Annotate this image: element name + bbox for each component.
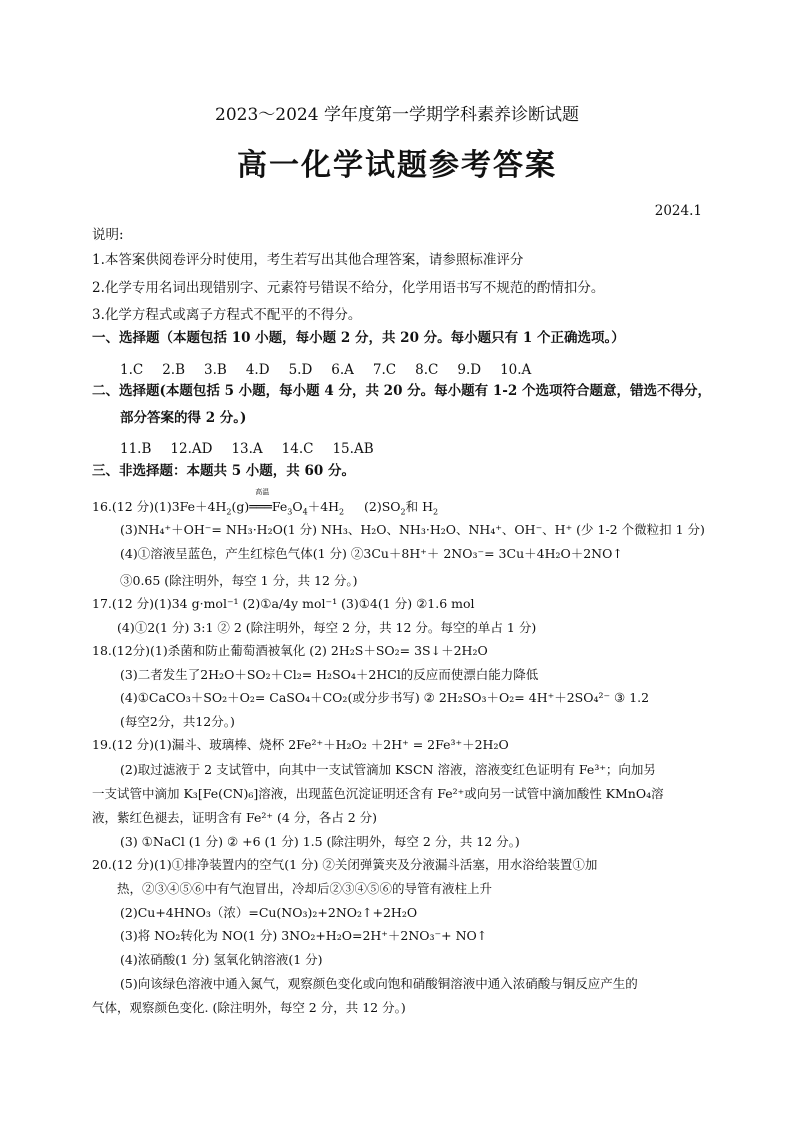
- section-1-heading: 一、选择题（本题包括 10 小题，每小题 2 分，共 20 分。每小题只有 1 个正确选项。）: [92, 330, 625, 346]
- q19-line: 19.(12 分)(1)漏斗、玻璃棒、烧杯 2Fe²⁺＋H₂O₂ ＋2H⁺ = 2Fe³⁺＋2H₂O: [92, 737, 509, 752]
- answer: 14.C: [281, 441, 314, 457]
- q19-line: (3) ①NaCl (1 分) ② +6 (1 分) 1.5 (除注明外，每空 2 分，共 12 分。): [120, 834, 520, 849]
- q20-line: 热，②③④⑤⑥中有气泡冒出，冷却后②③④⑤⑥的导管有液柱上升: [117, 881, 493, 896]
- q19-line: 一支试管中滴加 K₃[Fe(CN)₆]溶液，出现蓝色沉淀证明还含有 Fe²⁺或向另一试管中滴加酸性 KMnO₄溶: [92, 786, 664, 801]
- note-item: 2.化学专用名词出现错别字、元素符号错误不给分，化学用语书写不规范的酌情扣分。: [92, 280, 605, 296]
- answer: 8.C: [415, 362, 439, 378]
- answer: 9.D: [457, 362, 482, 378]
- q17-line: 17.(12 分)(1)34 g·mol⁻¹ (2)①a/4y mol⁻¹ (3)①4(1 分) ②1.6 mol: [92, 596, 475, 611]
- q20-line: (2)Cu+4HNO₃（浓）=Cu(NO₃)₂+2NO₂↑+2H₂O: [120, 905, 418, 920]
- q18-line: (3)二者发生了2H₂O＋SO₂＋Cl₂= H₂SO₄＋2HCl的反应而使漂白能力降低: [120, 667, 539, 682]
- answer: 6.A: [331, 362, 354, 378]
- answer: 4.D: [245, 362, 270, 378]
- q17-line: (4)①2(1 分) 3:1 ② 2 (除注明外，每空 2 分，共 12 分。每空的单占 1 分): [117, 620, 537, 635]
- q20-line: (4)浓硝酸(1 分) 氢氧化钠溶液(1 分): [120, 952, 323, 967]
- q16-line: 16.(12 分)$(1)3Fe+4H_2(g)$ 高温 $═══Fe_3O_4+4H_2$ $(2)SO_2$和 $H_2$: [92, 488, 439, 517]
- exam-title: 2023～2024 学年度第一学期学科素养诊断试题: [215, 105, 579, 125]
- answer: 2.B: [162, 362, 186, 378]
- date: 2024.1: [654, 203, 702, 219]
- note-item: 3.化学方程式或离子方程式不配平的不得分。: [92, 307, 362, 323]
- section-3-heading: 三、非选择题：本题共 5 小题，共 60 分。: [92, 463, 355, 479]
- q16-text: 和 H: [405, 499, 434, 514]
- q20-line: (5)向该绿色溶液中通入氮气，观察颜色变化或向饱和硝酸铜溶液中通入浓硝酸与铜反应产生的: [120, 976, 638, 991]
- answer: 1.C: [120, 362, 144, 378]
- answer: 3.B: [204, 362, 227, 378]
- equilibrium-arrow: 高温 ═══: [249, 488, 272, 514]
- q20-line: 20.(12 分)(1)①排净装置内的空气(1 分) ②关闭弹簧夹及分液漏斗活塞，用水浴给装置①加: [92, 857, 598, 872]
- section-2-answers: [120, 441, 393, 457]
- section-2-heading: 二、选择题(本题包括 5 小题，每小题 4 分，共 20 分。每小题有 1-2 个选项符合题意，错选不得分，: [92, 383, 711, 399]
- q16-text: ＋4H: [307, 499, 340, 514]
- page-title: 高一化学试题参考答案: [237, 148, 557, 183]
- q20-line: (3)将 NO₂转化为 NO(1 分) 3NO₂+H₂O=2H⁺＋2NO₃⁻+ NO↑: [120, 928, 488, 943]
- q16-line: ③0.65 (除注明外，每空 1 分，共 12 分。): [120, 573, 358, 588]
- q16-line: (3)NH₄⁺＋OH⁻= NH₃·H₂O(1 分) NH₃、H₂O、NH₃·H₂O、NH₄⁺、OH⁻、H⁺ (少 1-2 个微粒扣 1 分): [120, 522, 705, 537]
- answer: 15.AB: [332, 441, 374, 457]
- notes-heading: 说明:: [92, 227, 124, 243]
- q16-text: (g): [231, 499, 250, 514]
- answer: 5.D: [288, 362, 313, 378]
- q19-line: (2)取过滤液于 2 支试管中，向其中一支试管滴加 KSCN 溶液，溶液变红色证明有 Fe³⁺；向加另: [120, 762, 656, 777]
- note-item: 1.本答案供阅卷评分时使用，考生若写出其他合理答案，请参照标准评分: [92, 252, 524, 268]
- answer: 12.AD: [170, 441, 213, 457]
- answer: 7.C: [372, 362, 397, 378]
- answer: 11.B: [120, 441, 152, 457]
- section-2-heading-cont: 部分答案的得 2 分。): [120, 410, 247, 426]
- q16-text: 16.(12 分)(1)3Fe＋4H: [92, 499, 227, 514]
- q16-line: (4)①溶液呈蓝色，产生红棕色气体(1 分) ②3Cu＋8H⁺＋ 2NO₃⁻= 3Cu＋4H₂O＋2NO↑: [120, 546, 623, 561]
- q18-line: (4)①CaCO₃＋SO₂＋O₂= CaSO₄＋CO₂(或分步书写) ② 2H₂SO₃＋O₂= 4H⁺＋2SO₄²⁻ ③ 1.2: [120, 690, 650, 705]
- arrow-label: 高温: [255, 488, 270, 496]
- q18-line: (每空2分，共12分。): [120, 714, 235, 729]
- answer: 10.A: [500, 362, 532, 378]
- q16-text: (2)SO: [364, 499, 401, 514]
- answer: 13.A: [231, 441, 263, 457]
- q18-line: 18.(12分)(1)杀菌和防止葡萄酒被氧化 (2) 2H₂S＋SO₂= 3S↓＋2H₂O: [92, 643, 488, 658]
- section-1-answers: [120, 362, 550, 378]
- q19-line: 液，紫红色褪去，证明含有 Fe²⁺ (4 分，各占 2 分): [92, 810, 378, 825]
- q16-text: Fe: [271, 499, 288, 514]
- q20-line: 气体，观察颜色变化. (除注明外，每空 2 分，共 12 分。): [92, 1000, 406, 1015]
